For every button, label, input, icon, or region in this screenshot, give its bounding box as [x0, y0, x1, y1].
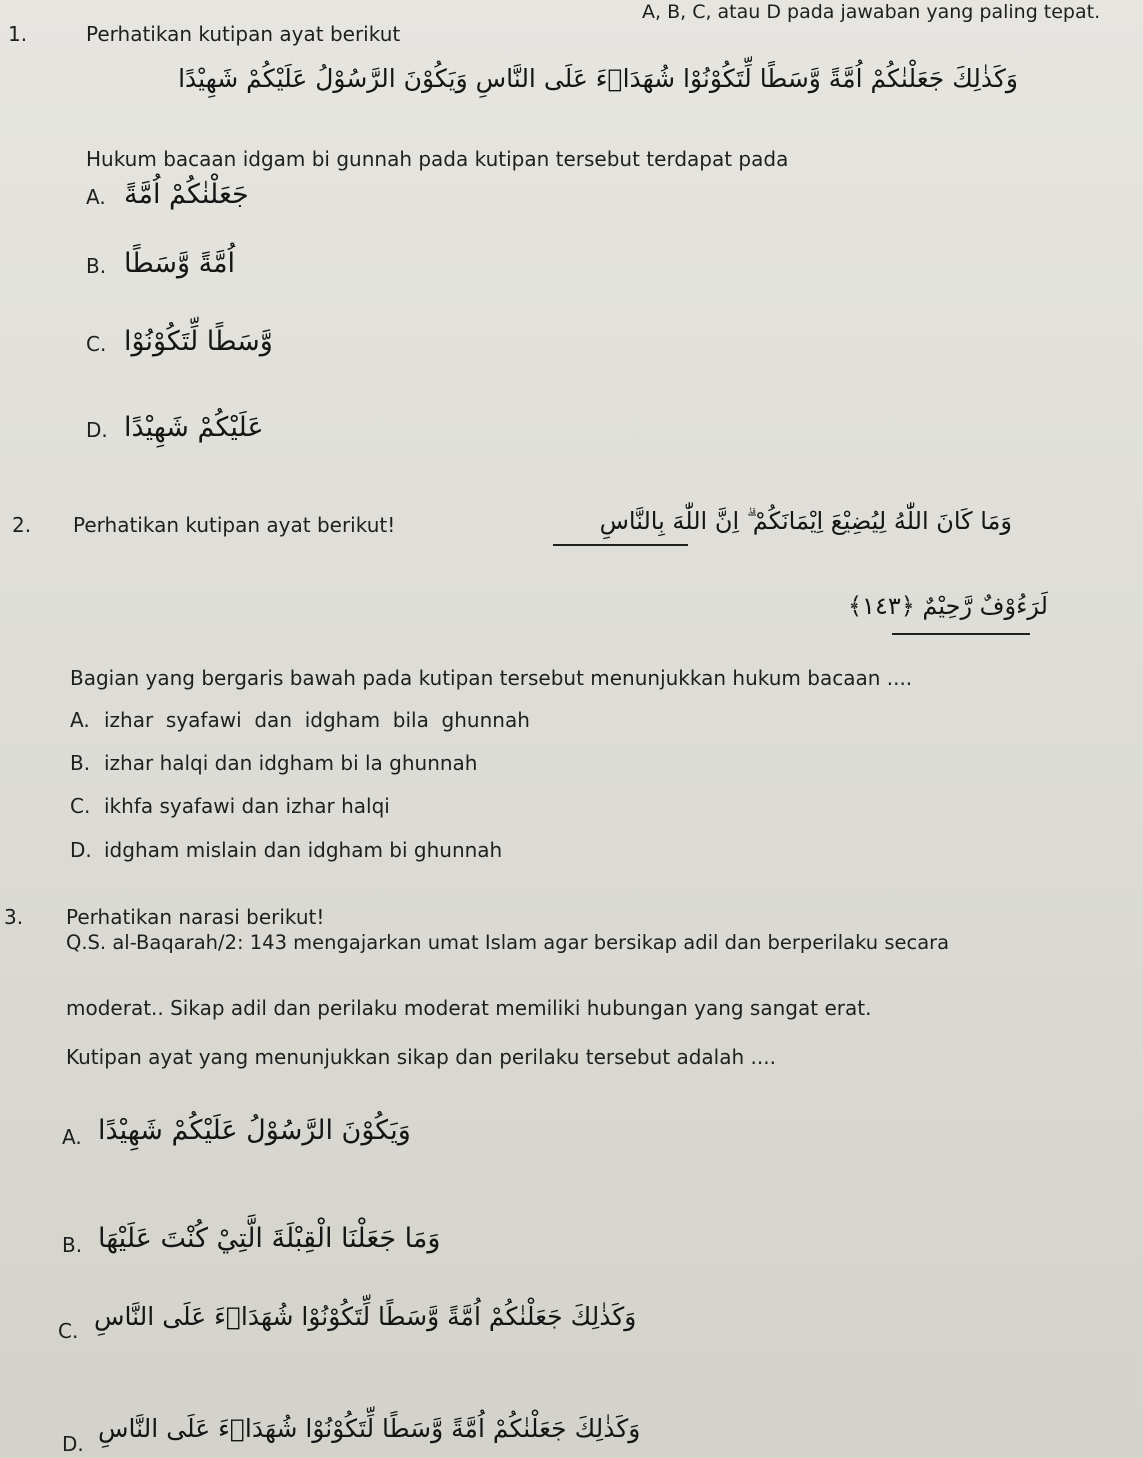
q1-option-d-letter[interactable]: D.	[86, 418, 108, 442]
q3-prompt: Perhatikan narasi berikut!	[66, 905, 325, 929]
q1-number: 1.	[8, 22, 28, 46]
q1-verse: وَكَذٰلِكَ جَعَلْنٰكُمْ اُمَّةً وَّسَطًا لِّتَكُوْنُوْا شُهَدَاۤءَ عَلَى النَّاسِ وَيَكُوْنَ الرَّسُوْلُ عَلَيْكُمْ شَهِيْدًا	[178, 64, 1018, 93]
q2-underline-1	[553, 544, 688, 546]
q3-number: 3.	[4, 905, 24, 929]
q1-option-c-letter[interactable]: C.	[86, 332, 107, 356]
q3-option-a-text[interactable]: وَيَكُوْنَ الرَّسُوْلُ عَلَيْكُمْ شَهِيْدًا	[98, 1115, 411, 1146]
q1-prompt: Perhatikan kutipan ayat berikut	[86, 22, 401, 46]
q1-option-b-text[interactable]: اُمَّةً وَّسَطًا	[124, 248, 236, 279]
q2-verse-line2: لَرَءُوْفٌ رَّحِيْمٌ ﴿١٤٣﴾	[847, 592, 1048, 620]
q3-option-c-letter[interactable]: C.	[58, 1319, 79, 1343]
q2-verse-line1: وَمَا كَانَ اللّٰهُ لِيُضِيْعَ اِيْمَانَكُمْ ۗ اِنَّ اللّٰهَ بِالنَّاسِ	[599, 507, 1012, 535]
q3-narasi-line3: Kutipan ayat yang menunjukkan sikap dan perilaku tersebut adalah ....	[66, 1045, 776, 1069]
q2-option-c-text[interactable]: ikhfa syafawi dan izhar halqi	[104, 794, 390, 818]
q1-option-c-text[interactable]: وَّسَطًا لِّتَكُوْنُوْا	[124, 326, 273, 357]
header-instruction: A, B, C, atau D pada jawaban yang paling tepat.	[642, 1, 1101, 23]
q3-option-b-letter[interactable]: B.	[62, 1233, 83, 1257]
q2-option-a-letter[interactable]: A.	[70, 708, 90, 732]
q2-option-d-text[interactable]: idgham mislain dan idgham bi ghunnah	[104, 838, 503, 862]
q3-narasi-line2: moderat.. Sikap adil dan perilaku moderat memiliki hubungan yang sangat erat.	[66, 996, 872, 1020]
q2-prompt: Perhatikan kutipan ayat berikut!	[73, 513, 396, 537]
q2-option-b-letter[interactable]: B.	[70, 751, 91, 775]
q2-question: Bagian yang bergaris bawah pada kutipan tersebut menunjukkan hukum bacaan ....	[70, 666, 913, 690]
q3-narasi-line1: Q.S. al-Baqarah/2: 143 mengajarkan umat Islam agar bersikap adil dan berperilaku secara	[66, 931, 950, 954]
q2-option-d-letter[interactable]: D.	[70, 838, 92, 862]
q2-option-b-text[interactable]: izhar halqi dan idgham bi la ghunnah	[104, 751, 478, 775]
q2-underline-2	[892, 633, 1030, 635]
q1-question: Hukum bacaan idgam bi gunnah pada kutipan tersebut terdapat pada	[86, 147, 789, 171]
q1-option-a-letter[interactable]: A.	[86, 185, 106, 209]
q1-option-b-letter[interactable]: B.	[86, 254, 107, 278]
q2-number: 2.	[12, 513, 32, 537]
q1-option-a-text[interactable]: جَعَلْنٰكُمْ اُمَّةً	[124, 179, 249, 210]
q2-option-a-text[interactable]: izhar syafawi dan idgham bila ghunnah	[104, 708, 530, 732]
q3-option-d-text[interactable]: وَكَذٰلِكَ جَعَلْنٰكُمْ اُمَّةً وَّسَطًا لِّتَكُوْنُوْا شُهَدَاۤءَ عَلَى النَّاسِ	[98, 1414, 641, 1443]
q3-option-c-text[interactable]: وَكَذٰلِكَ جَعَلْنٰكُمْ اُمَّةً وَّسَطًا لِّتَكُوْنُوْا شُهَدَاۤءَ عَلَى النَّاسِ	[94, 1302, 637, 1331]
q1-option-d-text[interactable]: عَلَيْكُمْ شَهِيْدًا	[124, 412, 264, 443]
q3-option-d-letter[interactable]: D.	[62, 1432, 84, 1456]
q3-option-a-letter[interactable]: A.	[62, 1125, 82, 1149]
q2-option-c-letter[interactable]: C.	[70, 794, 91, 818]
q3-option-b-text[interactable]: وَمَا جَعَلْنَا الْقِبْلَةَ الَّتِيْ كُنْتَ عَلَيْهَا	[98, 1223, 441, 1254]
